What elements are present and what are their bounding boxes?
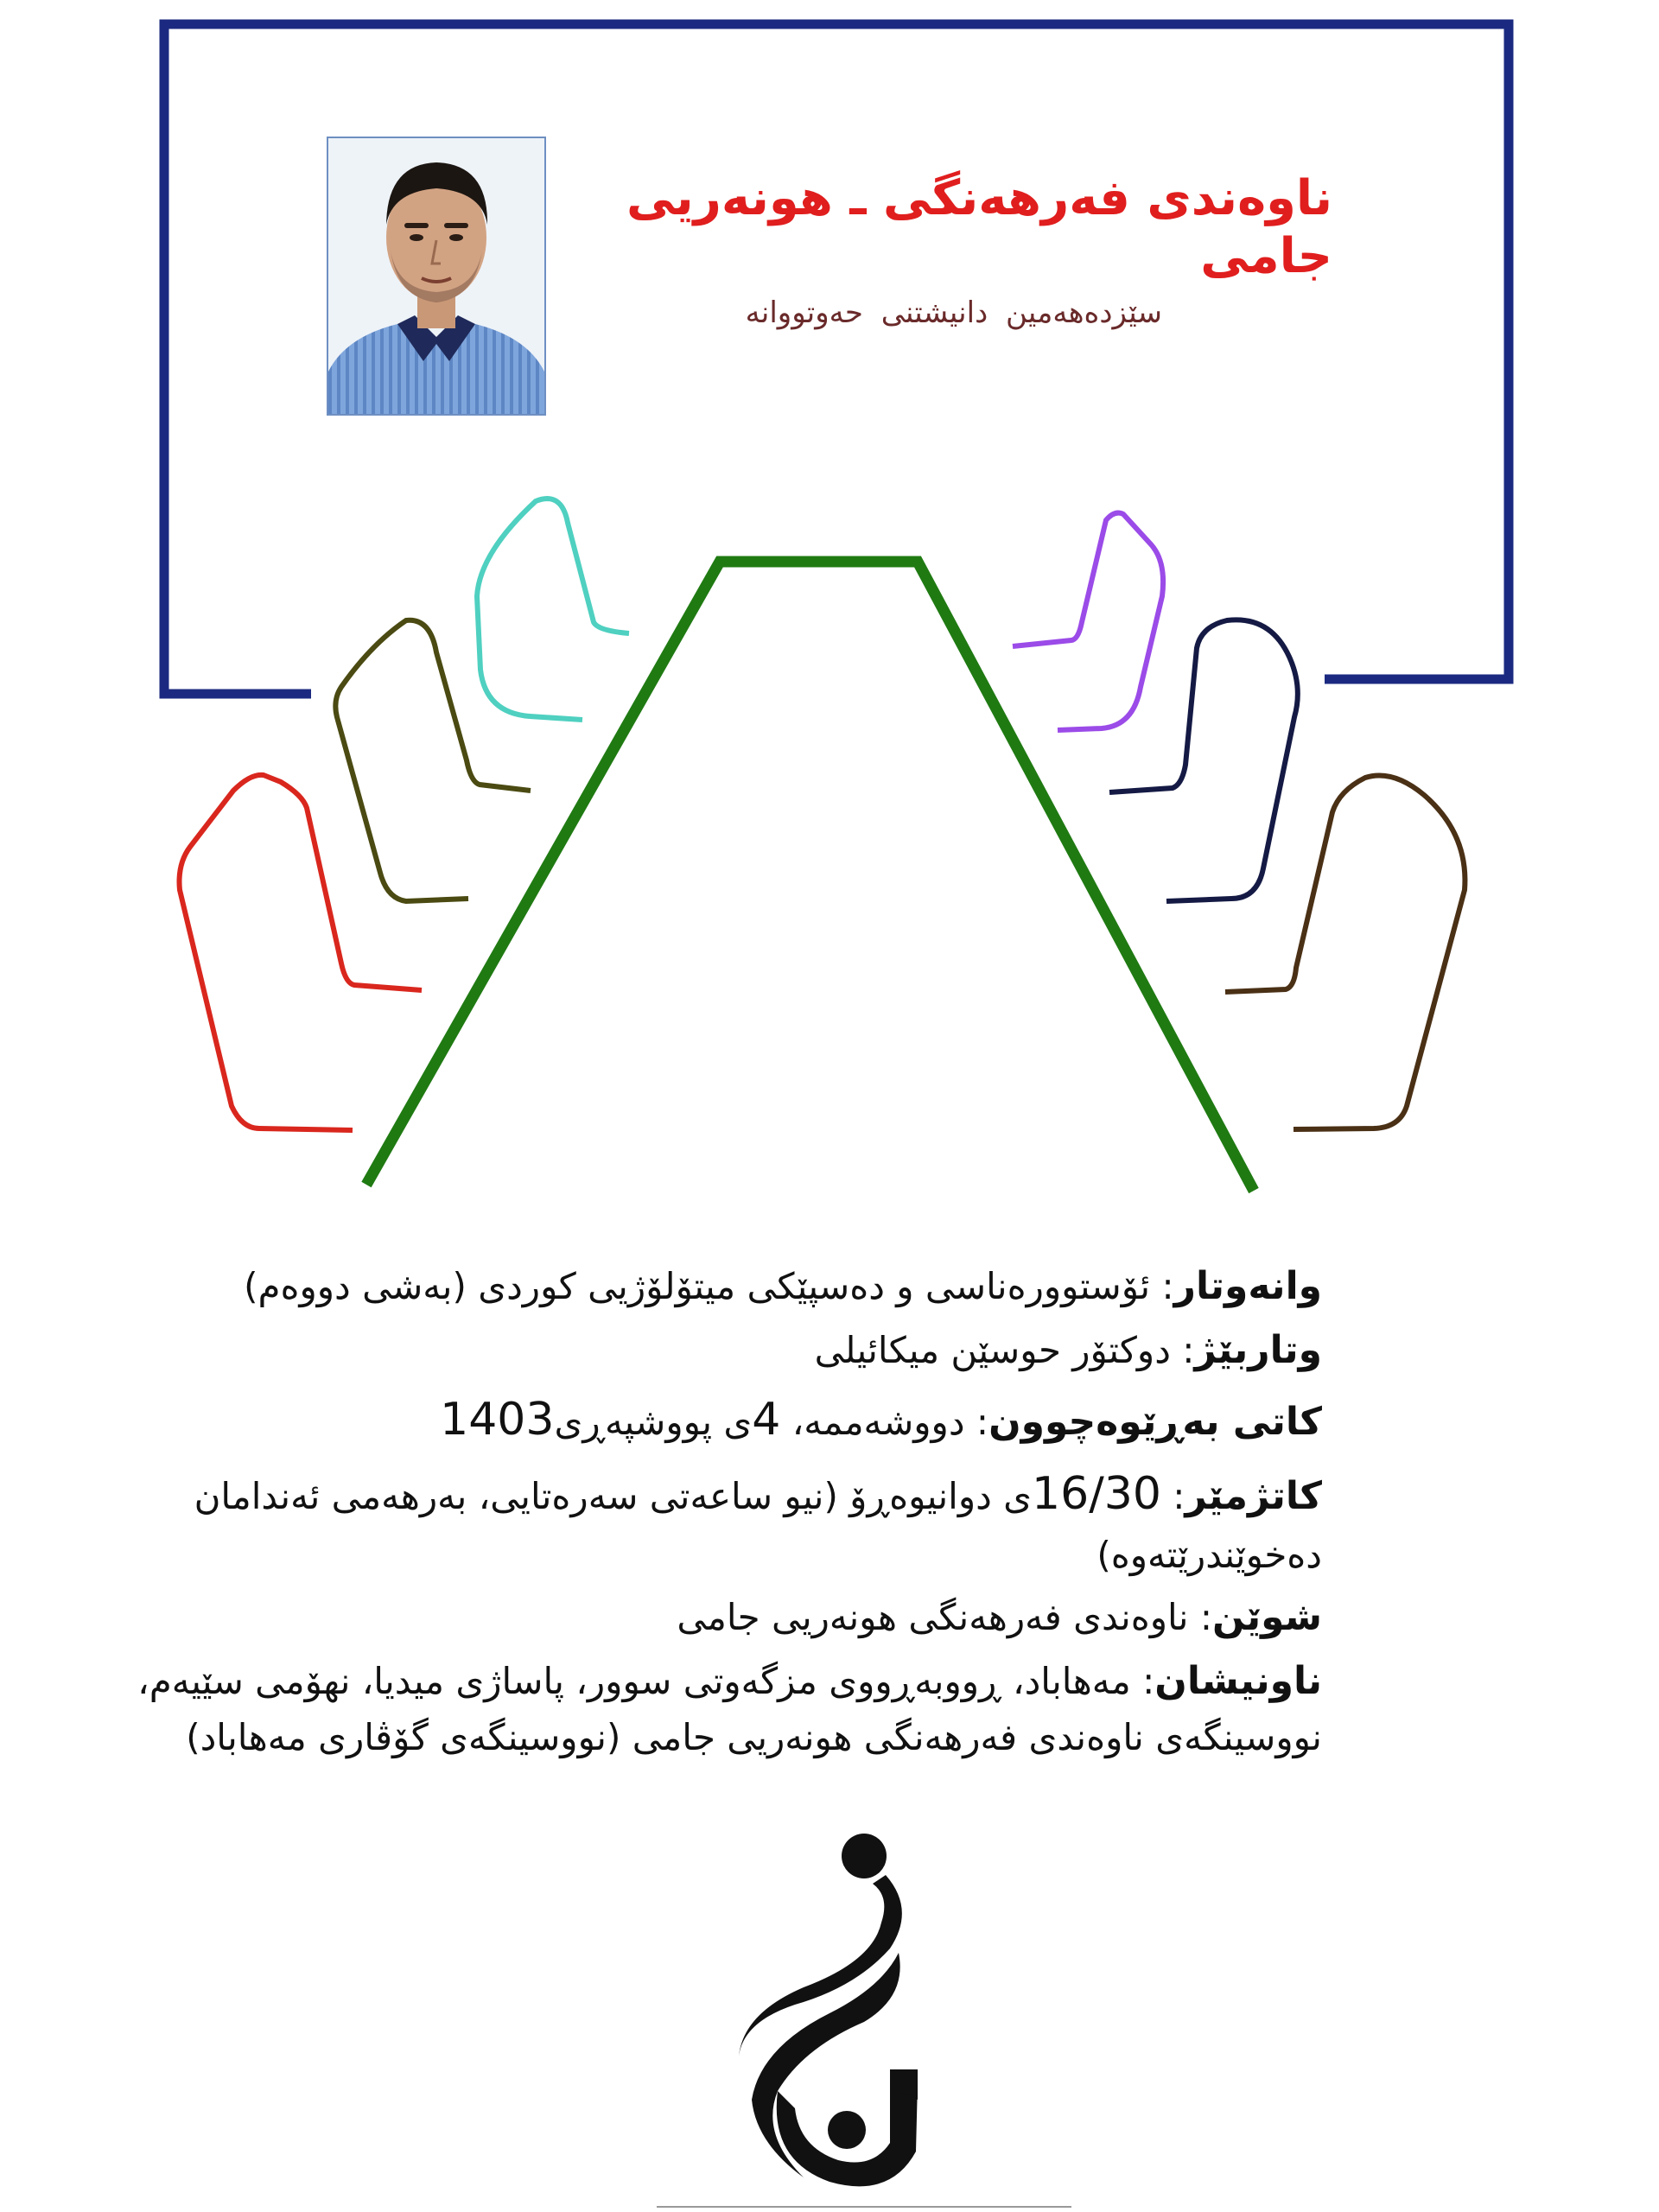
lecture-value: ئۆستوورەناسی و دەسپێکی میتۆلۆژیی کوردی (بەشی دووەم) xyxy=(244,1265,1151,1307)
date-day: 4 xyxy=(752,1394,781,1446)
date-text-a: دووشەممە، xyxy=(780,1401,965,1443)
colon: : xyxy=(964,1401,989,1443)
speaker-value: دوکتۆر حوسێن میکائیلی xyxy=(814,1329,1171,1371)
lecture-label: وانەوتار xyxy=(1173,1264,1322,1308)
bottom-divider xyxy=(657,2206,1071,2208)
colon: : xyxy=(1150,1265,1174,1307)
address-label: ناونیشان xyxy=(1154,1659,1322,1703)
colon: : xyxy=(1170,1329,1195,1371)
date-text-b: ی پووشپەڕی xyxy=(554,1401,753,1443)
jami-calligraphy-logo-icon xyxy=(739,1834,918,2186)
page-title: ناوەندی فەرهەنگی ـ هونەریی جامی xyxy=(626,170,1332,285)
colon: : xyxy=(1130,1660,1155,1702)
date-year: 1403 xyxy=(440,1394,555,1446)
page-subtitle: سێزدەهەمین دانیشتنی حەوتووانە xyxy=(745,296,1162,330)
speaker-label: وتاربێژ xyxy=(1194,1328,1322,1372)
date-label: کاتی بەڕێوەچوون xyxy=(988,1400,1322,1444)
time-note: ی دوانیوەڕۆ (نیو ساعەتی سەرەتایی، بەرهەمی ئەندامان دەخوێندرێتەوە) xyxy=(194,1475,1322,1576)
place-label: شوێن xyxy=(1212,1595,1322,1639)
time-label: کاتژمێر xyxy=(1185,1474,1322,1518)
time-value: 16/30 xyxy=(1032,1468,1161,1520)
place-value: ناوەندی فەرهەنگی هونەریی جامی xyxy=(677,1596,1189,1638)
address-value: مەهاباد، ڕووبەڕووی مزگەوتی سوور، پاساژی میدیا، نهۆمی سێیەم، نووسینگەی ناوەندی فەرهەنگی هونەریی جامی (نووسینگەی گۆڤاری مەهاباد) xyxy=(137,1660,1322,1758)
colon: : xyxy=(1160,1475,1185,1517)
colon: : xyxy=(1188,1596,1213,1638)
